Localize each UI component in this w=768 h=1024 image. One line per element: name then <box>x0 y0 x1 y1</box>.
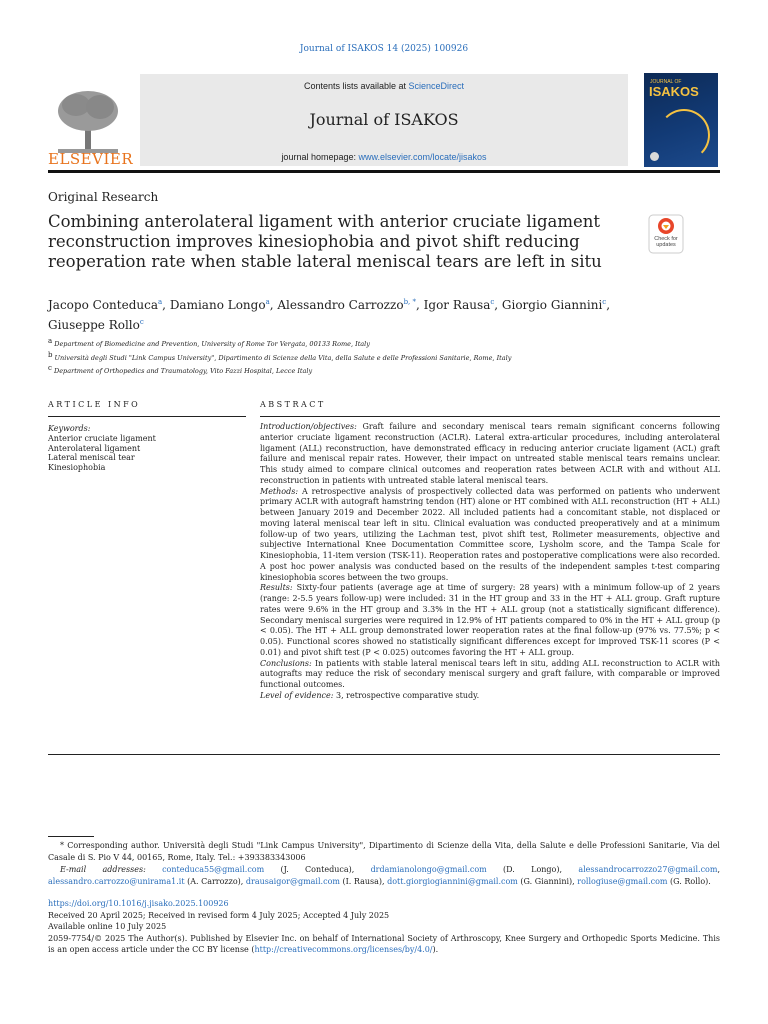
cover-small-text: JOURNAL OF <box>650 79 682 85</box>
abstract-section-text: In patients with stable lateral meniscal tears left in situ, adding ALL reconstruction to ACLR with autografts may reduce the risk of secondary meniscal surgery and graft failure, with comparable or improved functional outcomes. <box>260 658 720 689</box>
author-affiliation-mark[interactable]: b, * <box>403 298 416 306</box>
keyword: Anterior cruciate ligament <box>48 433 156 443</box>
check-for-updates-icon[interactable] <box>646 214 686 254</box>
contents-prefix: Contents lists available at <box>303 81 409 91</box>
article-type: Original Research <box>48 190 159 204</box>
homepage-link[interactable]: www.elsevier.com/locate/jisakos <box>358 152 487 162</box>
author-affiliation-mark[interactable]: c <box>139 318 144 326</box>
abstract-section-text: 3, retrospective comparative study. <box>333 690 480 700</box>
email-link[interactable]: conteduca55@gmail.com <box>162 865 265 874</box>
email-owner: (G. Rollo). <box>667 877 711 886</box>
email-link[interactable]: alessandrocarrozzo27@gmail.com <box>578 865 718 874</box>
journal-citation[interactable]: Journal of ISAKOS 14 (2025) 100926 <box>299 44 469 54</box>
abstract-section-label: Methods: <box>260 486 299 496</box>
received-dates: Received 20 April 2025; Received in revised form 4 July 2025; Accepted 4 July 2025 <box>48 910 390 920</box>
footnotes <box>48 840 720 888</box>
abstract-section-label: Introduction/objectives: <box>260 422 357 431</box>
abstract-section-text: A retrospective analysis of prospectively collected data was performed on patients who underwent primary ACLR with autograft hamstring tendon (HT) alone or HT combined with ALL reconstruction (HT + ALL) between January 2019 and December 2022. All included patients had a concomitant stable, not displaced or moving lateral meniscal tear left in situ. Clinical evaluation was conducted preoperatively and at a minimum follow-up of two years, utilizing the Lachman test, pivot shift test, Rolimeter measurements, objective and subjective International Knee Documentation Committee score, Lysholm score, and the Tampa Scale for Kinesiophobia, 11-item version (TSK-11). Reoperation rates and postoperative complications were also recorded. A post hoc power analysis was conducted based on the results of the independent samples t-test comparing kinesiophobia scores between the two groups. <box>260 486 720 582</box>
journal-homepage <box>140 152 628 162</box>
divider <box>260 416 720 417</box>
journal-cover-image[interactable] <box>644 73 718 167</box>
keyword: Lateral meniscal tear <box>48 453 135 463</box>
doi-link[interactable]: https://doi.org/10.1016/j.jisako.2025.100926 <box>48 899 229 908</box>
affiliation <box>48 336 708 350</box>
abstract-section-label: Results: <box>260 583 293 593</box>
email-label: E-mail addresses: <box>60 865 163 874</box>
affiliation-mark: b <box>48 350 53 359</box>
keywords-block <box>48 424 246 473</box>
email-owner: , <box>717 865 720 874</box>
abstract-section-text: Graft failure and secondary meniscal tears remain significant concerns following anterior cruciate ligament reconstruction (ACLR). Lateral extra-articular procedures, including anterolateral ligament (ALL) reconstruction, have demonstrated efficacy in reducing anterior cruciate ligament (ACL) graft failure and meniscal repair rates. However, their impact on untreated stable meniscal tears remains unclear. This study aimed to compare clinical outcomes and reoperation rates between ACLR with and without ALL reconstruction in patients with untreated stable lateral meniscal tears. <box>260 422 720 485</box>
email-owner: (J. Conteduca), <box>264 865 371 874</box>
author-list: Jacopo Conteduca$^a$, Damiano Longo$^a$, Alessandro Carrozzo$^{b, *}$, Igor Rausa$^c$, Giorgio Giannini$^c$, Giuseppe Rollo$^c$ <box>48 298 611 332</box>
journal-name: Journal of ISAKOS <box>309 110 459 129</box>
abstract-section <box>260 659 720 691</box>
abstract-body <box>260 422 720 702</box>
author-name: Giuseppe Rollo <box>48 318 140 332</box>
cover-title: ISAKOS <box>649 84 699 99</box>
available-online: Available online 10 July 2025 <box>48 922 167 931</box>
affiliation-list <box>48 336 708 377</box>
author-affiliation-mark[interactable]: c <box>490 298 495 306</box>
article-title: Combining anterolateral ligament with anterior cruciate ligament reconstruction improves kinesiophobia and pivot shift reducing reoperation rate when stable lateral meniscal tears are left in situ <box>48 212 602 271</box>
affiliation-mark: c <box>48 364 52 373</box>
abstract-section-label: Conclusions: <box>260 658 312 668</box>
affiliation <box>48 350 708 364</box>
email-link[interactable]: alessandro.carrozzo@unirama1.it <box>48 877 185 886</box>
author-name: Igor Rausa <box>423 298 491 312</box>
author-name: Giorgio Giannini <box>501 298 603 312</box>
affiliation <box>48 363 708 377</box>
abstract-section-text: Sixty-four patients (average age at time of surgery: 28 years) with a minimum follow-up of 2 years (range: 2-5.5 years follow-up) were included: 31 in the HT group and 33 in the HT + ALL group. Graft rupture rates were 9.6% in the HT group and 3.3% in the HT + ALL group (not a statistically significant difference). Secondary meniscal surgeries were required in 12.9% of HT patients compared to 0% in the HT + ALL group (p < 0.05). The HT + ALL group demonstrated lower reoperation rates at the final follow-up (97% vs. 77.5%; p < 0.05). Functional scores showed no statistically significant differences except for improved TSK-11 scores (P < 0.01) and pivot shift test (P < 0.025) outcomes favoring the HT + ALL group. <box>260 583 720 657</box>
email-addresses <box>48 864 720 888</box>
copyright-notice: 2059-7754/© 2025 The Author(s). Published by Elsevier Inc. on behalf of International Society of Arthroscopy, Knee Surgery and Orthopedic Sports Medicine. This is an open access article under the CC BY license (http://creativecommons.org/licenses/by/4.0/). <box>48 933 720 954</box>
cover-seal-icon <box>650 152 659 161</box>
email-owner: (D. Longo), <box>486 865 579 874</box>
homepage-prefix: journal homepage: <box>281 152 359 162</box>
author-name: Jacopo Conteduca <box>48 298 158 312</box>
abstract-section <box>260 487 720 584</box>
contents-line <box>140 81 628 91</box>
check-for-updates-label[interactable]: Check for updates <box>654 236 678 248</box>
author-affiliation-mark[interactable]: a <box>265 298 270 306</box>
affiliation-text: Università degli Studi "Link Campus University", Dipartimento di Scienze della Vita, della Salute e delle Professioni Sanitarie, Rome, Italy <box>52 353 512 362</box>
author-affiliation-mark[interactable]: a <box>157 298 163 306</box>
publication-info <box>48 898 720 956</box>
keyword: Anterolateral ligament <box>48 443 141 453</box>
author-affiliation-mark[interactable]: c <box>602 298 607 306</box>
email-owner: (A. Carrozzo), <box>184 877 246 886</box>
abstract-section <box>260 583 720 658</box>
divider <box>48 754 720 755</box>
abstract-section <box>260 691 720 702</box>
article-info-header: ARTICLE INFO <box>48 400 141 409</box>
corresponding-author-note: * Corresponding author. Università degli Studi "Link Campus University", Dipartimento di Scienze della Vita, della Salute e delle Professioni Sanitarie, Via del Casale di S. Pio V 44, 00165, Rome, Italy. Tel.: +393383343006 <box>48 841 720 862</box>
email-link[interactable]: dott.giorgiogiannini@gmail.com <box>387 877 518 886</box>
cover-arc-graphic <box>658 109 710 161</box>
publisher-wordmark: ELSEVIER <box>48 150 134 168</box>
email-owner: (I. Rausa), <box>339 877 388 886</box>
license-link[interactable]: http://creativecommons.org/licenses/by/4.0/ <box>254 945 433 954</box>
keywords-label: Keywords: <box>48 424 91 433</box>
keyword: Kinesiophobia <box>48 463 106 473</box>
abstract-header: ABSTRACT <box>260 400 326 409</box>
footnote-divider <box>48 836 94 837</box>
abstract-section <box>260 422 720 487</box>
email-link[interactable]: drausaigor@gmail.com <box>245 877 340 886</box>
divider <box>48 416 246 417</box>
author-name: Damiano Longo <box>169 298 266 312</box>
abstract-section-label: Level of evidence: <box>260 690 334 700</box>
email-link[interactable]: drdamianolongo@gmail.com <box>370 865 487 874</box>
affiliation-text: Department of Biomedicine and Prevention, University of Rome Tor Vergata, 00133 Rome, Italy <box>52 340 370 349</box>
author-name: Alessandro Carrozzo <box>277 298 404 312</box>
sciencedirect-link[interactable]: ScienceDirect <box>408 81 465 91</box>
email-link[interactable]: rollogiuse@gmail.com <box>577 877 668 886</box>
email-owner: (G. Giannini), <box>517 877 578 886</box>
affiliation-mark: a <box>48 337 53 345</box>
affiliation-text: Department of Orthopedics and Traumatology, Vito Fazzi Hospital, Lecce Italy <box>51 367 313 376</box>
